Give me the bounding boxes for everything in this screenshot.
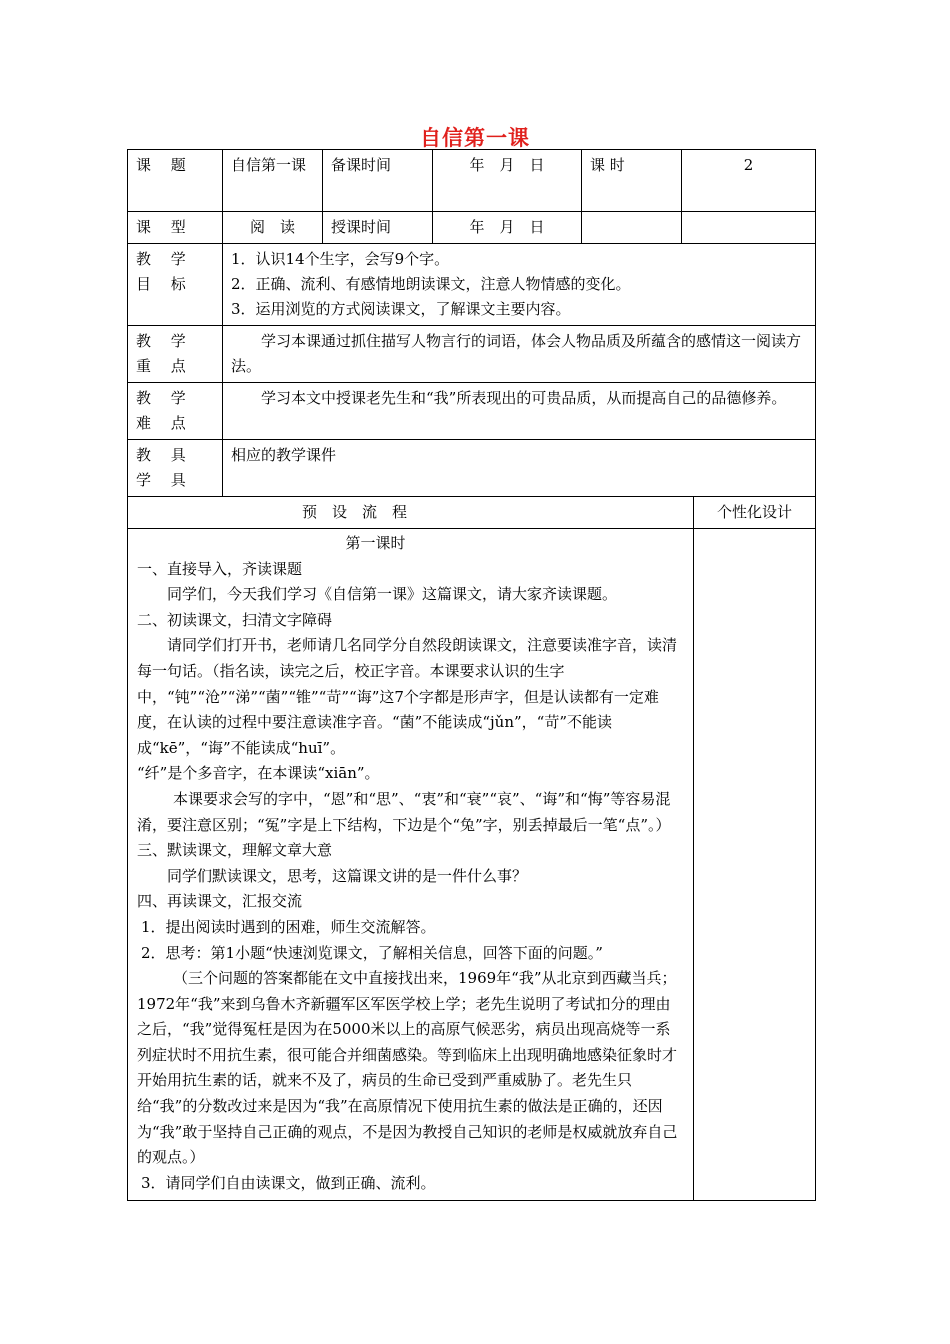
goal-item: 2．正确、流利、有感情地朗读课文，注意人物情感的变化。 xyxy=(231,275,631,293)
goals-label xyxy=(128,244,223,326)
difficulty-row xyxy=(128,383,816,440)
flow-paragraph: 2．思考：第1小题“快速浏览课文，了解相关信息，回答下面的问题。” xyxy=(141,943,603,962)
label-type: 课 型 xyxy=(128,212,223,244)
header-row-1 xyxy=(128,150,816,212)
flow-paragraph: 请同学们打开书，老师请几名同学分自然段朗读课文，注意要读准字音，读清每一句话。（指名读，读完之后，校正字音。本课要求认识的生字中，“钝”“沧”“涕”“菌”“锥”“苛”“诲”这7个字都是形声字，但是认读都有一定难度，在认读的过程中要注意读准字音。“菌”不能读成“jǔn”，“苛”不能读成“kē”，“诲”不能读成“huī”。 xyxy=(137,636,678,757)
flow-paragraph: 1．提出阅读时遇到的困难，师生交流解答。 xyxy=(141,917,436,936)
flow-paragraph: （三个问题的答案都能在文中直接找出来，1969年“我”从北京到西藏当兵；1972年“我”来到乌鲁木齐新疆军区军医学校上学；老先生说明了考试扣分的理由之后，“我”觉得冤枉是因为在5000米以上的高原气候恶劣，病员出现高烧等一系列症状时不用抗生素，很可能合并细菌感染。等到临床上出现明确地感染征象时才开始用抗生素的话，就来不及了，病员的生命已受到严重威胁了。老先生只给“我”的分数改过来是因为“我”在高原情况下使用抗生素的做法是正确的，还因为“我”敢于坚持自己正确的观点，不是因为教授自己知识的老师是权威就放弃自己的观点。） xyxy=(137,969,678,1167)
personal-design-header: 个性化设计 xyxy=(694,497,816,529)
goal-item: 1．认识14个生字，会写9个字。 xyxy=(231,250,450,268)
key-points-text: 学习本课通过抓住描写人物言行的词语，体会人物品质及所蕴含的感情这一阅读方法。 xyxy=(223,326,816,383)
lesson-name: 自信第一课 xyxy=(223,150,323,212)
label-prep-time: 备课时间 xyxy=(323,150,433,212)
lesson-type: 阅 读 xyxy=(223,212,323,244)
empty-cell xyxy=(682,212,816,244)
flow-header-row xyxy=(128,497,816,529)
lesson-plan-table xyxy=(127,149,816,1201)
flow-header: 预 设 流 程 xyxy=(128,497,694,529)
flow-row xyxy=(128,529,816,1201)
flow-section-heading: 四、再读课文，汇报交流 xyxy=(137,892,303,911)
header-row-2 xyxy=(128,212,816,244)
tools-row xyxy=(128,440,816,497)
teach-date: 年 月 日 xyxy=(433,212,582,244)
tools-label xyxy=(128,440,223,497)
key-label-line-2: 重 点 xyxy=(136,357,186,375)
difficulty-label xyxy=(128,383,223,440)
difficulty-text: 学习本文中授课老先生和“我”所表现出的可贵品质，从而提高自己的品德修养。 xyxy=(223,383,816,440)
flow-session-title: 第一课时 xyxy=(345,534,406,552)
flow-section-heading: 一、直接导入，齐读课题 xyxy=(137,559,303,578)
label-teach-time: 授课时间 xyxy=(323,212,433,244)
goals-label-line-2: 目 标 xyxy=(136,275,186,293)
flow-paragraph: 同学们默读课文，思考，这篇课文讲的是一件什么事？ xyxy=(167,866,528,885)
hours-value: 2 xyxy=(682,150,816,212)
flow-paragraph: 同学们，今天我们学习《自信第一课》这篇课文，请大家齐读课题。 xyxy=(167,585,618,604)
tools-text: 相应的教学课件 xyxy=(223,440,816,497)
key-points-row xyxy=(128,326,816,383)
label-topic: 课 题 xyxy=(128,150,223,212)
difficulty-label-line-1: 教 学 xyxy=(136,389,186,407)
goals-content xyxy=(223,244,816,326)
difficulty-label-line-2: 难 点 xyxy=(136,414,186,432)
tools-label-line-1: 教 具 xyxy=(136,446,186,464)
flow-section-heading: 二、初读课文，扫清文字障碍 xyxy=(137,610,333,629)
flow-paragraph: 3．请同学们自由读课文，做到正确、流利。 xyxy=(141,1173,436,1192)
flow-section-heading: 三、默读课文，理解文章大意 xyxy=(137,841,333,860)
page-title: 自信第一课 xyxy=(420,126,530,150)
key-label xyxy=(128,326,223,383)
goals-label-line-1: 教 学 xyxy=(136,250,186,268)
personal-design-cell xyxy=(694,529,816,1201)
empty-cell xyxy=(582,212,682,244)
key-label-line-1: 教 学 xyxy=(136,332,186,350)
flow-paragraph: “纤”是个多音字，在本课读“xiān”。 xyxy=(137,764,380,783)
label-hours: 课 时 xyxy=(582,150,682,212)
goal-item: 3．运用浏览的方式阅读课文，了解课文主要内容。 xyxy=(231,300,571,318)
flow-content xyxy=(128,529,694,1201)
prep-date: 年 月 日 xyxy=(433,150,582,212)
goals-row xyxy=(128,244,816,326)
tools-label-line-2: 学 具 xyxy=(136,471,186,489)
flow-paragraph: 本课要求会写的字中，“恩”和“思”、“衷”和“衰”“哀”、“诲”和“悔”等容易混淆，要注意区别；“冤”字是上下结构，下边是个“兔”字，别丢掉最后一笔“点”。） xyxy=(137,789,671,834)
